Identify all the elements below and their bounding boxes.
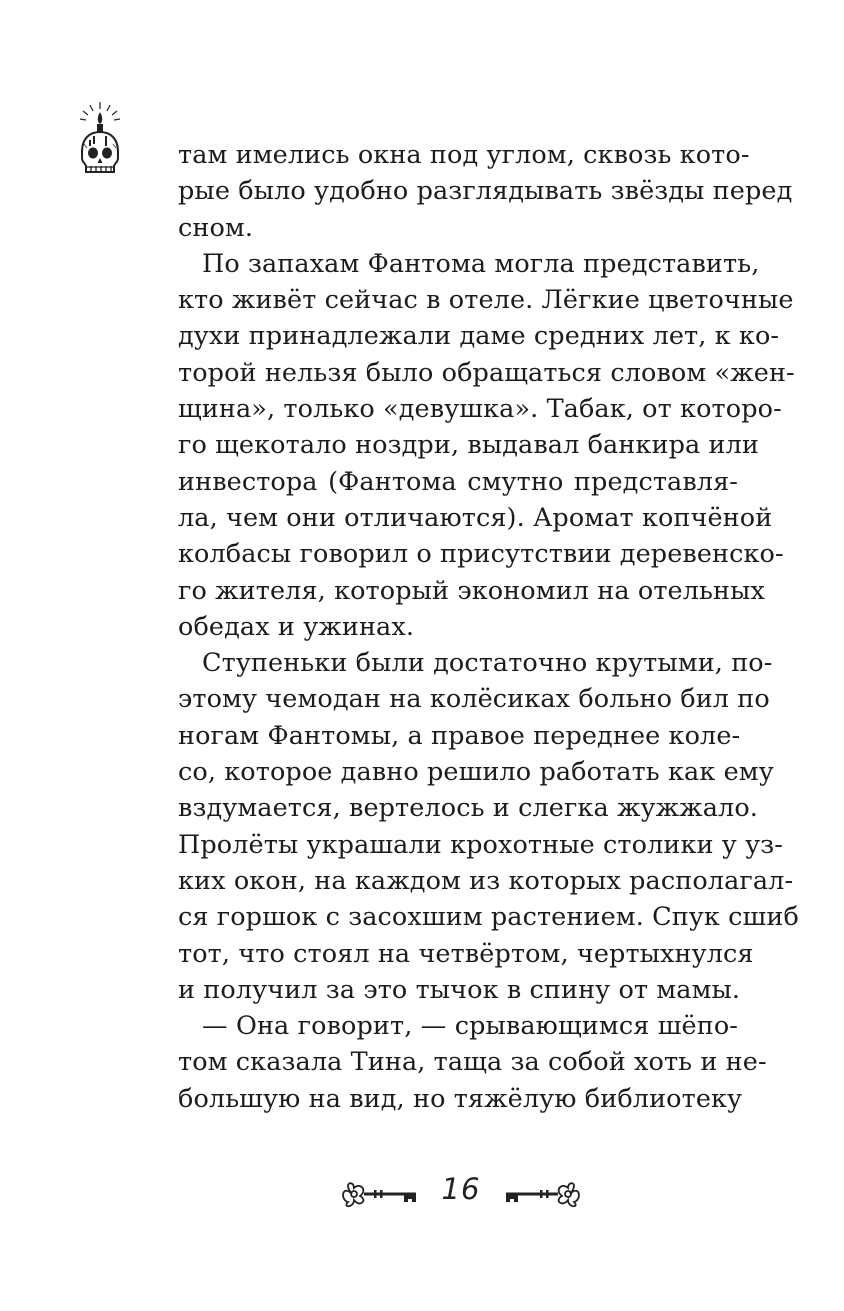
- text-line: торой нельзя было обращаться словом «жен-: [178, 357, 795, 388]
- text-line: инвестора (Фантома смутно представля-: [178, 466, 738, 497]
- key-right-icon: [494, 1178, 584, 1210]
- page-footer: [0, 1170, 844, 1220]
- text-line: щина», только «девушка». Табак, от которо-: [178, 394, 782, 425]
- text-line: го жителя, который экономил на отельных: [178, 575, 766, 606]
- text-line: По запахам Фантома могла представить,: [202, 248, 760, 279]
- text-line: там имелись окна под углом, сквозь кото-: [178, 140, 750, 170]
- text-line: том сказала Тина, таща за собой хоть и не-: [178, 1047, 767, 1078]
- text-line: большую на вид, но тяжёлую библиотеку: [178, 1083, 743, 1114]
- skull-candle-icon: [72, 100, 128, 180]
- text-line: ся горшок с засохшим растением. Спук сшиб: [178, 902, 799, 933]
- body-text: [178, 137, 799, 1117]
- page-number: 16: [441, 1172, 481, 1206]
- text-line: рые было удобно разглядывать звёзды перед: [178, 176, 793, 207]
- text-line: обедах и ужинах.: [178, 611, 415, 642]
- text-line: и получил за это тычок в спину от мамы.: [178, 974, 741, 1005]
- text-line: го щекотало ноздри, выдавал банкира или: [178, 430, 759, 461]
- text-line: колбасы говорил о присутствии деревенско-: [178, 539, 784, 570]
- text-line: со, которое давно решило работать как ему: [178, 757, 774, 788]
- text-line: тот, что стоял на четвёртом, чертыхнулся: [178, 938, 754, 969]
- text-line: — Она говорит, — срывающимся шёпо-: [202, 1011, 738, 1042]
- text-line: этому чемодан на колёсиках больно бил по: [178, 684, 770, 715]
- key-left-icon: [338, 1178, 428, 1210]
- text-line: кто живёт сейчас в отеле. Лёгкие цветочные: [178, 285, 794, 316]
- text-line: Ступеньки были достаточно крутыми, по-: [202, 648, 773, 679]
- text-line: вздумается, вертелось и слегка жужжало.: [178, 793, 758, 824]
- text-line: сном.: [178, 212, 254, 243]
- text-line: ла, чем они отличаются). Аромат копчёной: [178, 502, 773, 533]
- text-line: ких окон, на каждом из которых располагал-: [178, 865, 794, 896]
- text-line: ногам Фантомы, а правое переднее коле-: [178, 720, 741, 751]
- text-line: духи принадлежали даме средних лет, к ко-: [178, 321, 780, 352]
- text-line: Пролёты украшали крохотные столики у уз-: [178, 829, 783, 860]
